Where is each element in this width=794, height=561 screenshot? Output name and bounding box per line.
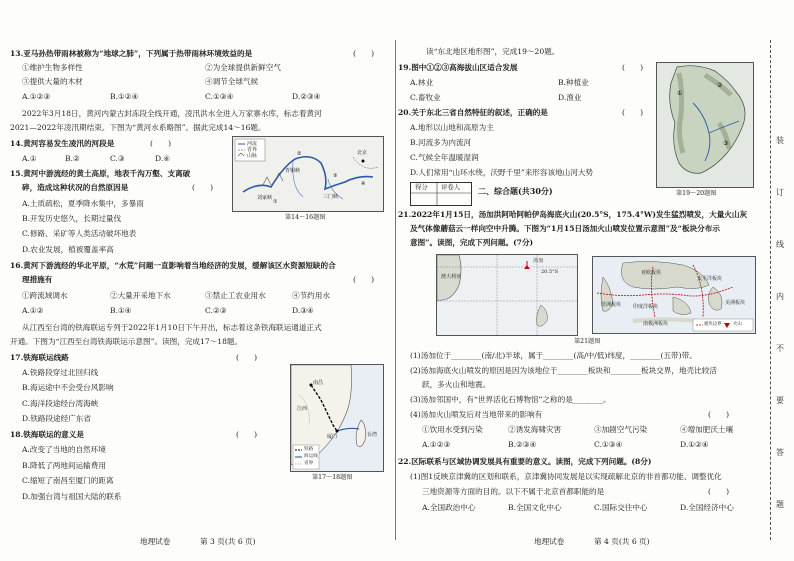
q13-paren: ( ) <box>353 49 375 58</box>
q22-sub-line-1: (1)图1反映京津冀的区划和联系，京津冀协同发展是以实现疏解北京的非首都功能、调整优化 <box>410 472 722 481</box>
binding-char-2: 订 <box>776 188 784 197</box>
q18-paren: ( ) <box>236 430 258 439</box>
q15-paren: ( ) <box>192 183 214 192</box>
binding-margin <box>760 40 790 540</box>
intro-17-line-1: 从江西至台湾的铁海联运专列于2022年1月10日下午开出，标志着这条铁海联运通道正式 <box>22 323 322 332</box>
label-tonga: 汤加 <box>533 258 544 264</box>
q16-choice-b: B.①④ <box>110 306 132 315</box>
q18-stem: 18.铁海联运的意义是 <box>10 430 84 439</box>
svg-text:③: ③ <box>723 140 729 147</box>
q17-paren: ( ) <box>236 353 258 362</box>
grader-label: 评卷人 <box>441 183 461 191</box>
q21-choice-d: D.①②④ <box>680 440 709 449</box>
plate-african: 非洲板块 <box>601 302 622 308</box>
q20-choice-a: A.地形以山地和高原为主 <box>410 123 494 132</box>
q15-stem-line-1: 15.黄河中游流经的黄土高原，地表千沟万壑、支离破 <box>10 169 191 178</box>
q19-choice-b: B.种植业 <box>558 78 589 87</box>
q13-stem: 13.亚马孙热带雨林被称为“地球之肺”，下列属于热带雨林环境效益的是 <box>10 49 253 58</box>
q16-item-2: ②大量开采地下水 <box>110 291 171 300</box>
q16-item-1: ①跨流域调水 <box>22 291 68 300</box>
left-page <box>0 0 392 561</box>
q16-stem-line-2: 理措施有 <box>22 275 53 284</box>
q22-sub-line-2: 三地资源等方面的目的。以下不属于北京首都职能的是 <box>422 487 605 496</box>
q16-stem-line-1: 16.黄河下游流经的华北平原，“水荒”问题一直影响着当地经济的发展，缓解该区水资源短缺的合 <box>10 261 336 270</box>
q16-choice-d: D.③④ <box>292 306 314 315</box>
q20-choice-c: C.气候全年温暖湿润 <box>410 153 479 162</box>
section-2-title: 二、综合题(共30分) <box>478 186 553 196</box>
binding-char-4: 内 <box>776 292 784 301</box>
plate-indian: 印度洋板块 <box>633 304 659 310</box>
label-taiwan: 台湾 <box>367 432 378 438</box>
q20-stem: 20.关于东北三省自然特征的叙述，正确的是 <box>398 108 548 117</box>
q17-choice-c: C.海洋段途经台湾海峡 <box>22 399 99 408</box>
q20-paren: ( ) <box>622 108 644 117</box>
q14-choice-c: C.③ <box>110 154 125 163</box>
footer-page-right: 第 4 页(共 6 页) <box>594 537 650 546</box>
legend-sea-label: 海运线 <box>304 454 318 459</box>
q17-stem: 17.铁海联运线路 <box>10 353 69 362</box>
northeast-terrain-map <box>656 62 754 188</box>
q22-choice-b: B.全国文化中心 <box>508 503 562 512</box>
q14-paren: ( ) <box>150 139 172 148</box>
q22-choice-c: C.国际交往中心 <box>594 503 648 512</box>
label-australia: 澳大利亚 <box>441 274 462 280</box>
q13-item-3: ③提供大量的木材 <box>22 77 83 86</box>
legend-boundary-label: 省界 <box>247 147 258 153</box>
q15-stem-line-2: 碎，造成这种状况的自然原因是 <box>22 183 129 192</box>
q13-item-2: ②为全球提供新鲜空气 <box>205 63 281 72</box>
plate-antarctic: 南极洲板块 <box>643 321 669 327</box>
q16-item-4: ④节约用水 <box>292 291 330 300</box>
label-xiamen: 厦门 <box>327 434 338 440</box>
q15-choice-b: B.开发历史悠久，长期过量伐 <box>22 214 122 223</box>
q15-choice-c: C.修路、采矿等人类活动破坏地表 <box>22 229 137 238</box>
svg-text:②: ② <box>297 151 302 157</box>
q16-choice-a: A.①② <box>22 306 44 315</box>
svg-text:④: ④ <box>361 181 366 187</box>
place-liujiaxia: 刘家峡 <box>257 195 273 201</box>
q13-choice-a: A.①②③ <box>22 92 51 101</box>
binding-char-7: 答 <box>776 448 784 457</box>
score-label: 得分 <box>415 183 428 191</box>
legend-province-label: 省界 <box>304 461 314 466</box>
q21-item-1: ①饮用水受到污染 <box>422 425 483 434</box>
q18-choice-a: A.改变了当地的自然环境 <box>22 445 106 454</box>
q18-choice-c: C.缩短了南昌至厦门的距离 <box>22 476 114 485</box>
legend-mountain-label: 山脉 <box>247 153 258 159</box>
q18-choice-b: B.降低了两地间运输费用 <box>22 461 106 470</box>
score-box <box>410 182 472 206</box>
label-jiangxi: 江西 <box>297 406 308 412</box>
q19-choice-a: A.林业 <box>410 78 434 87</box>
q13-choice-c: C.①③④ <box>205 92 234 101</box>
svg-text:①: ① <box>273 199 278 205</box>
plate-svg <box>593 257 755 333</box>
intro-14-line-1: 2022年3月18日，黄河内蒙古封冻段全线开通，凌汛洪水全进入万家寨水库，标志着黄河 <box>22 109 322 118</box>
fig-14-16-caption: 第14～16题图 <box>285 214 326 221</box>
q14-choice-a: A.① <box>22 154 37 163</box>
yellow-river-map <box>232 136 384 212</box>
q14-choice-b: B.② <box>65 154 80 163</box>
q21-sub-2: (2)汤加海底火山喷发的原因是因为该地位于________板块和________板块交界，地壳比较活 <box>410 366 717 375</box>
q20-choice-b: B.河流多为内流河 <box>410 138 472 147</box>
q15-choice-d: D.农业发展，植被覆盖率高 <box>22 245 114 254</box>
svg-text:②: ② <box>717 82 723 89</box>
q14-choice-d: D.④ <box>155 154 171 163</box>
q19-choice-d: D.渔业 <box>558 93 582 102</box>
q22-choice-a: A.全国政治中心 <box>422 503 476 512</box>
q21-stem-line-3: 意图”。读图，完成下列问题。(7分) <box>410 238 534 247</box>
legend-rail-label: 铁路 <box>304 447 314 452</box>
label-nanchang: 南昌 <box>313 380 324 386</box>
svg-text:③: ③ <box>333 173 338 179</box>
q13-item-4: ④调节全球气候 <box>205 77 259 86</box>
q17-choice-d: D.铁路段途经广东省 <box>22 414 91 423</box>
footer-subject-right: 地理试卷 <box>534 537 565 546</box>
q21-choice-a: A.①②③ <box>422 440 451 449</box>
place-qingtongxia: 青铜峡 <box>285 168 301 174</box>
q21-item-3: ③加剧空气污染 <box>594 425 648 434</box>
plate-distribution-map <box>592 256 756 334</box>
q22-choice-d: D.全国经济中心 <box>680 503 734 512</box>
q16-choice-c: C.②③ <box>205 306 227 315</box>
q19-paren: ( ) <box>622 63 644 72</box>
fig-19-20-caption: 第19～20题图 <box>676 190 717 197</box>
binding-dashed-line <box>770 40 771 540</box>
legend-river-label: 河流 <box>247 141 258 147</box>
intro-19: 读“东北地区地形图”，完成19～20题。 <box>426 47 560 56</box>
q19-choice-c: C.畜牧业 <box>410 93 441 102</box>
q21-sub-2-cont: 跃，多火山和地震。 <box>422 380 491 389</box>
q16-paren: ( ) <box>353 275 375 284</box>
plate-eurasian: 亚欧板块 <box>641 270 662 276</box>
q13-choice-b: B.①②④ <box>110 92 139 101</box>
column-divider <box>395 40 396 540</box>
legend-volcano: 火山 <box>733 322 742 327</box>
tonga-svg <box>437 255 577 335</box>
plate-american: 美洲板块 <box>725 300 746 306</box>
q19-stem: 19.图中①②③高海拔山区适合发展 <box>398 63 518 72</box>
terrain-svg <box>657 63 753 187</box>
q17-choice-b: B.海运途中不会受台风影响 <box>22 383 114 392</box>
intro-17-line-2: 开通。下图为“江西至台湾铁海联运示意图”。读图，完成17～18题。 <box>10 337 243 346</box>
svg-text:①: ① <box>677 90 683 97</box>
q14-stem: 14.黄河容易发生凌汛的河段是 <box>10 139 115 148</box>
q21-sub-1: (1)汤加位于________(南/北)半球，属于________(高/中/低)纬度，________(五带)带。 <box>410 351 697 360</box>
score-grid-svg <box>411 183 471 205</box>
q17-choice-a: A.铁路段穿过北回归线 <box>22 368 99 377</box>
plate-pacific: 太平洋板块 <box>697 276 723 282</box>
place-sanmenxia: 三门峡 <box>323 194 339 200</box>
q21-choice-c: C.①③④ <box>594 440 623 449</box>
binding-char-3: 线 <box>776 240 784 249</box>
q13-choice-d: D.②③④ <box>292 92 321 101</box>
q20-choice-d: D.人们常用“山环水绕，沃野千里”来形容该地山河大势 <box>410 168 594 177</box>
q16-item-3: ③禁止工农业用水 <box>205 291 266 300</box>
tonga-location-map <box>436 254 578 336</box>
q15-choice-a: A.土质疏松，夏季降水集中，多暴雨 <box>22 199 144 208</box>
q13-item-1: ①维护生物多样性 <box>22 63 83 72</box>
legend-plate-boundary: 板块边界 <box>704 322 722 327</box>
q22-paren: ( ) <box>708 487 730 496</box>
q21-stem-line-1: 21.2022年1月15日，汤加洪阿哈阿帕伊岛海底火山(20.5°S，175.4°W)发生猛烈喷发，大量火山灰 <box>398 210 748 219</box>
intro-14-line-2: 2021—2022年凌汛期结束。下图为“黄河水系略图”。据此完成14～16题。 <box>10 123 266 132</box>
q21-item-4: ④增加肥沃土壤 <box>680 425 734 434</box>
right-page <box>398 0 758 561</box>
jiangxi-taiwan-map <box>290 364 384 472</box>
fig-17-18-caption: 第17～18题图 <box>312 474 353 481</box>
label-latitude: 20.5°S <box>541 269 559 275</box>
binding-char-8: 题 <box>776 500 784 509</box>
q21-sub-4: (4)汤加火山喷发后对当地带来的影响有 <box>410 410 543 419</box>
q21-sub-3: (3)汤加邻国中，有“世界活化石博物馆”之称的是________。 <box>410 395 611 404</box>
fig-21-caption: 第21题图 <box>574 338 601 345</box>
q21-item-2: ②诱发海啸灾害 <box>508 425 562 434</box>
place-beijing: 北京 <box>357 150 368 156</box>
binding-char-5: 不 <box>776 344 784 353</box>
footer-page-left: 第 3 页(共 6 页) <box>200 537 256 546</box>
q21-stem-line-2: 及气体像蘑菇云一样向空中升腾。下图为“1月15日汤加火山喷发位置示意图”及“板块分布示 <box>410 224 720 233</box>
binding-char-6: 要 <box>776 396 784 405</box>
binding-char-1: 装 <box>776 136 784 145</box>
q21-choice-b: B.②③④ <box>508 440 537 449</box>
q18-choice-d: D.加强台湾与祖国大陆的联系 <box>22 492 122 501</box>
q22-stem: 22.区际联系与区域协调发展具有重要的意义。读图，完成下列问题。(8分) <box>398 457 652 466</box>
q21-sub-4-paren: ( ) <box>708 410 730 419</box>
footer-subject-left: 地理试卷 <box>140 537 171 546</box>
